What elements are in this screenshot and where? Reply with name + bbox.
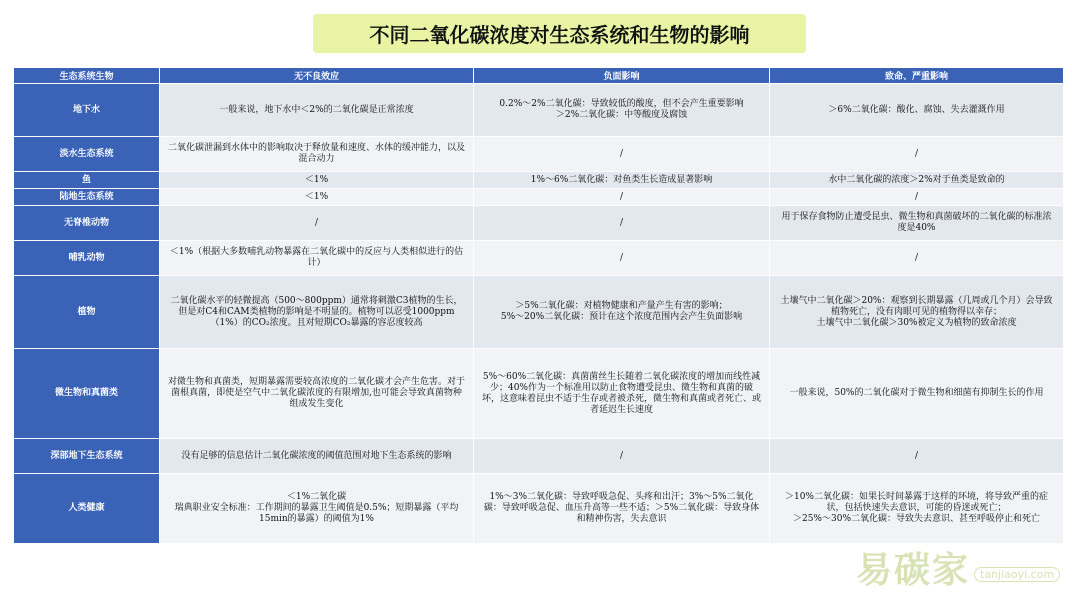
cell-negative: /: [474, 189, 770, 206]
table-row: [14, 241, 1064, 276]
table-row: [14, 206, 1064, 241]
cell-no-effect: /: [160, 206, 474, 241]
cell-negative: /: [474, 206, 770, 241]
row-header: 人类健康: [14, 474, 160, 544]
header-no-effect: 无不良效应: [160, 68, 474, 84]
row-header: 植物: [14, 276, 160, 349]
row-header: 无脊椎动物: [14, 206, 160, 241]
watermark-logo: [856, 541, 1061, 593]
row-header: 哺乳动物: [14, 241, 160, 276]
row-header: 微生物和真菌类: [14, 349, 160, 439]
cell-severe: 用于保存食物防止遭受昆虫、微生物和真菌破坏的二氧化碳的标准浓度是40%: [770, 206, 1064, 241]
cell-negative: /: [474, 439, 770, 474]
cell-severe: /: [770, 189, 1064, 206]
table-row: [14, 84, 1064, 137]
cell-no-effect: 对微生物和真菌类，短期暴露需要较高浓度的二氧化碳才会产生危害。对于菌根真菌，即使是空气中二氧化碳浓度的有限增加,也可能会导致真菌物种组成发生变化: [160, 349, 474, 439]
cell-no-effect: ＜1%: [160, 189, 474, 206]
cell-severe: ＞10%二氧化碳：如果长时间暴露于这样的环境，将导致严重的症状，包括快速失去意识，可能的昏迷或死亡； ＞25%～30%二氧化碳：导致失去意识、甚至呼吸停止和死亡: [770, 474, 1064, 544]
co2-effects-table: [13, 67, 1064, 544]
watermark-logo-text: 易碳家: [856, 549, 971, 591]
cell-negative: 0.2%～2%二氧化碳：导致较低的酸度，但不会产生重要影响 ＞2%二氧化碳：中等酸度及腐蚀: [474, 84, 770, 137]
cell-severe: 一般来说，50%的二氧化碳对于微生物和细菌有抑制生长的作用: [770, 349, 1064, 439]
cell-severe: /: [770, 439, 1064, 474]
table-row: [14, 189, 1064, 206]
cell-no-effect: ＜1%: [160, 172, 474, 189]
cell-no-effect: 二氧化碳泄漏到水体中的影响取决于释放量和速度、水体的缓冲能力，以及混合动力: [160, 137, 474, 172]
cell-severe: /: [770, 137, 1064, 172]
table-row: [14, 172, 1064, 189]
row-header: 陆地生态系统: [14, 189, 160, 206]
page-title: 不同二氧化碳浓度对生态系统和生物的影响: [313, 14, 806, 53]
table-row: [14, 439, 1064, 474]
cell-negative: ＞5%二氧化碳：对植物健康和产量产生有害的影响； 5%～20%二氧化碳：预计在这个浓度范围内会产生负面影响: [474, 276, 770, 349]
cell-no-effect: ＜1%（根据大多数哺乳动物暴露在二氧化碳中的反应与人类相似进行的估计）: [160, 241, 474, 276]
cell-no-effect: 一般来说，地下水中＜2%的二氧化碳是正常浓度: [160, 84, 474, 137]
row-header: 深部地下生态系统: [14, 439, 160, 474]
row-header: 淡水生态系统: [14, 137, 160, 172]
header-ecosystem: 生态系统生物: [14, 68, 160, 84]
row-header: 鱼: [14, 172, 160, 189]
cell-severe: 水中二氧化碳的浓度＞2%对于鱼类是致命的: [770, 172, 1064, 189]
table-row: [14, 474, 1064, 544]
table-row: [14, 276, 1064, 349]
cell-negative: 5%～60%二氧化碳：真菌菌丝生长随着二氧化碳浓度的增加而线性减少；40%作为一个标准用以防止食物遭受昆虫、微生物和真菌的破坏，这意味着昆虫不适于生存或者被杀死，微生物和真菌或者死亡、或者延迟生长速度: [474, 349, 770, 439]
watermark-logo-domain: tanjiaoyi.com: [974, 567, 1060, 582]
cell-severe: 土壤气中二氧化碳＞20%：观察到长期暴露（几周或几个月）会导致植物死亡，没有肉眼可见的植物得以幸存； 土壤气中二氧化碳＞30%被定义为植物的致命浓度: [770, 276, 1064, 349]
header-negative: 负面影响: [474, 68, 770, 84]
cell-severe: ＞6%二氧化碳：酸化、腐蚀、失去灌溉作用: [770, 84, 1064, 137]
table-row: [14, 137, 1064, 172]
cell-no-effect: 二氧化碳水平的轻微提高（500～800ppm）通常将刺激C3植物的生长，但是对C4和CAM类植物的影响是不明显的。植物可以忍受1000ppm（1%）的CO₂浓度。且对短期CO₂暴露的容忍度较高: [160, 276, 474, 349]
row-header: 地下水: [14, 84, 160, 137]
cell-no-effect: ＜1%二氧化碳 瑞典职业安全标准：工作期间的暴露卫生阈值是0.5%；短期暴露（平均15min的暴露）的阈值为1%: [160, 474, 474, 544]
cell-negative: 1%～6%二氧化碳：对鱼类生长造成显著影响: [474, 172, 770, 189]
table-row: [14, 349, 1064, 439]
table-header-row: [14, 68, 1064, 84]
cell-negative: /: [474, 137, 770, 172]
cell-negative: 1%～3%二氧化碳：导致呼吸急促、头疼和出汗；3%～5%二氧化碳：导致呼吸急促、血压升高等一些不适；＞5%二氧化碳：导致身体和精神伤害，失去意识: [474, 474, 770, 544]
cell-no-effect: 没有足够的信息估计二氧化碳浓度的阈值范围对地下生态系统的影响: [160, 439, 474, 474]
cell-negative: /: [474, 241, 770, 276]
header-severe: 致命、严重影响: [770, 68, 1064, 84]
cell-severe: /: [770, 241, 1064, 276]
